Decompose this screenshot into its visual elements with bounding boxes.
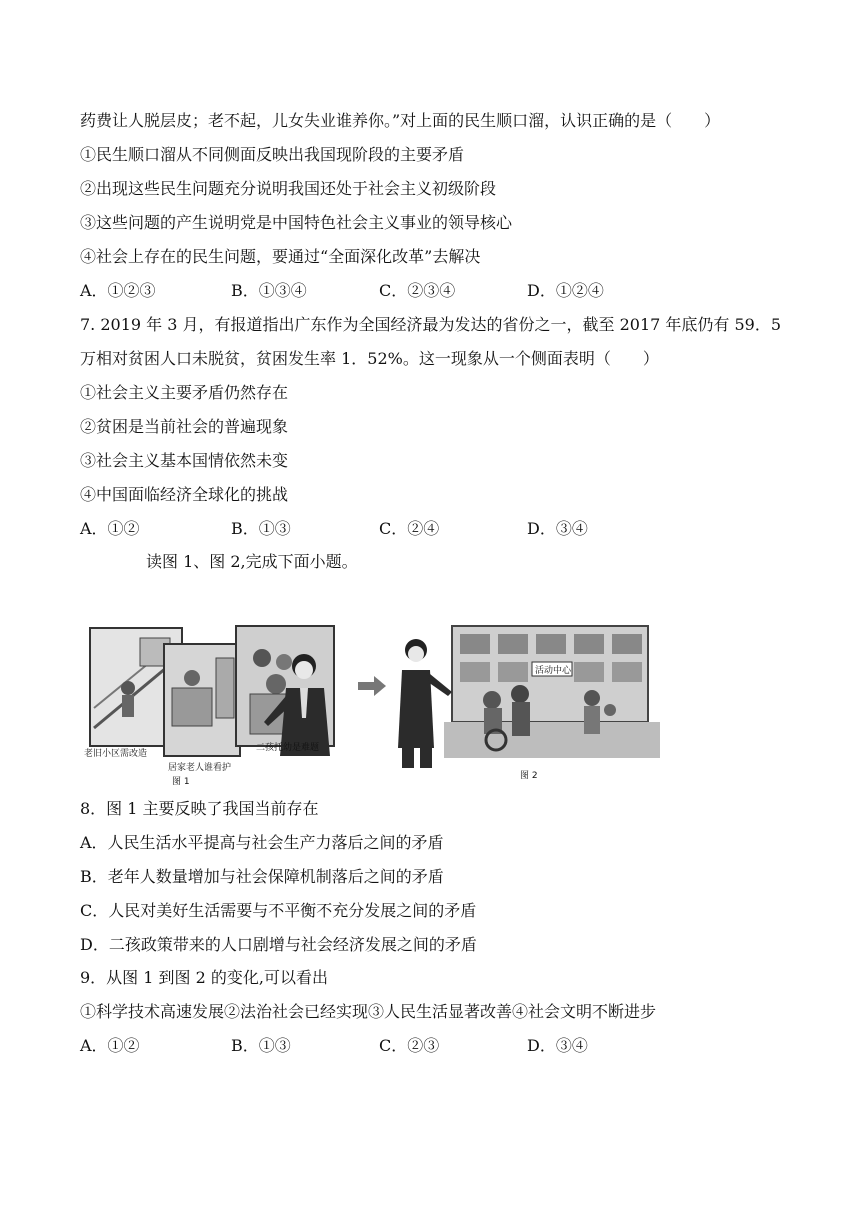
figure-2 bbox=[398, 626, 660, 781]
comic-figures bbox=[80, 618, 670, 790]
q7-item-1: ①社会主义主要矛盾仍然存在 bbox=[80, 383, 289, 402]
q7-option-c: C．②④ bbox=[379, 519, 440, 538]
q6-option-d: D．①②④ bbox=[527, 281, 604, 300]
q8-option-a: A．人民生活水平提高与社会生产力落后之间的矛盾 bbox=[80, 833, 444, 852]
q8-option-d: D．二孩政策带来的人口剧增与社会经济发展之间的矛盾 bbox=[80, 935, 477, 954]
q6-option-b: B．①③④ bbox=[231, 281, 307, 300]
figure-1 bbox=[84, 626, 334, 787]
q8-stem: 8．图 1 主要反映了我国当前存在 bbox=[80, 799, 319, 818]
fig2-caption: 图 2 bbox=[520, 771, 538, 781]
q7-item-3: ③社会主义基本国情依然未变 bbox=[80, 451, 289, 470]
q6-item-2: ②出现这些民生问题充分说明我国还处于社会主义初级阶段 bbox=[80, 179, 497, 198]
q7-option-b: B．①③ bbox=[231, 519, 291, 538]
q6-stem-tail: 药费让人脱层皮；老不起，儿女失业谁养你。”对上面的民生顺口溜，认识正确的是（ ） bbox=[80, 111, 721, 130]
q7-stem-line2: 万相对贫困人口未脱贫，贫困发生率 1．52%。这一现象从一个侧面表明（ ） bbox=[80, 349, 659, 368]
fig1-label-childcare: 二孩托幼是难题 bbox=[256, 743, 320, 753]
q9-items: ①科学技术高速发展②法治社会已经实现③人民生活显著改善④社会文明不断进步 bbox=[80, 1002, 657, 1021]
q7-item-2: ②贫困是当前社会的普遍现象 bbox=[80, 417, 289, 436]
q6-item-3: ③这些问题的产生说明党是中国特色社会主义事业的领导核心 bbox=[80, 213, 513, 232]
q7-option-d: D．③④ bbox=[527, 519, 588, 538]
q6-option-c: C．②③④ bbox=[379, 281, 456, 300]
q7-item-4: ④中国面临经济全球化的挑战 bbox=[80, 485, 289, 504]
fig1-caption: 图 1 bbox=[172, 777, 190, 787]
figure-intro: 读图 1、图 2,完成下面小题。 bbox=[146, 552, 358, 571]
q9-stem: 9．从图 1 到图 2 的变化,可以看出 bbox=[80, 968, 328, 987]
q7-stem-line1: 7. 2019 年 3 月，有报道指出广东作为全国经济最为发达的省份之一，截至 2017 年底仍有 59．5 bbox=[80, 315, 782, 334]
fig2-sign: 活动中心 bbox=[535, 666, 572, 676]
q9-option-d: D．③④ bbox=[527, 1036, 588, 1055]
q7-option-a: A．①② bbox=[80, 519, 140, 538]
q9-option-b: B．①③ bbox=[231, 1036, 291, 1055]
q9-option-a: A．①② bbox=[80, 1036, 140, 1055]
fig1-label-old-community: 老旧小区需改造 bbox=[84, 749, 148, 759]
q8-option-c: C．人民对美好生活需要与不平衡不充分发展之间的矛盾 bbox=[80, 901, 477, 920]
comic-figures-illustration bbox=[80, 618, 670, 790]
right-arrow-icon bbox=[358, 676, 386, 696]
fig1-label-elderly-care: 居家老人谁看护 bbox=[168, 763, 232, 773]
q6-item-1: ①民生顺口溜从不同侧面反映出我国现阶段的主要矛盾 bbox=[80, 145, 465, 164]
q8-option-b: B．老年人数量增加与社会保障机制落后之间的矛盾 bbox=[80, 867, 444, 886]
q6-option-a: A．①②③ bbox=[80, 281, 156, 300]
q6-item-4: ④社会上存在的民生问题，要通过“全面深化改革”去解决 bbox=[80, 247, 481, 266]
q9-option-c: C．②③ bbox=[379, 1036, 440, 1055]
